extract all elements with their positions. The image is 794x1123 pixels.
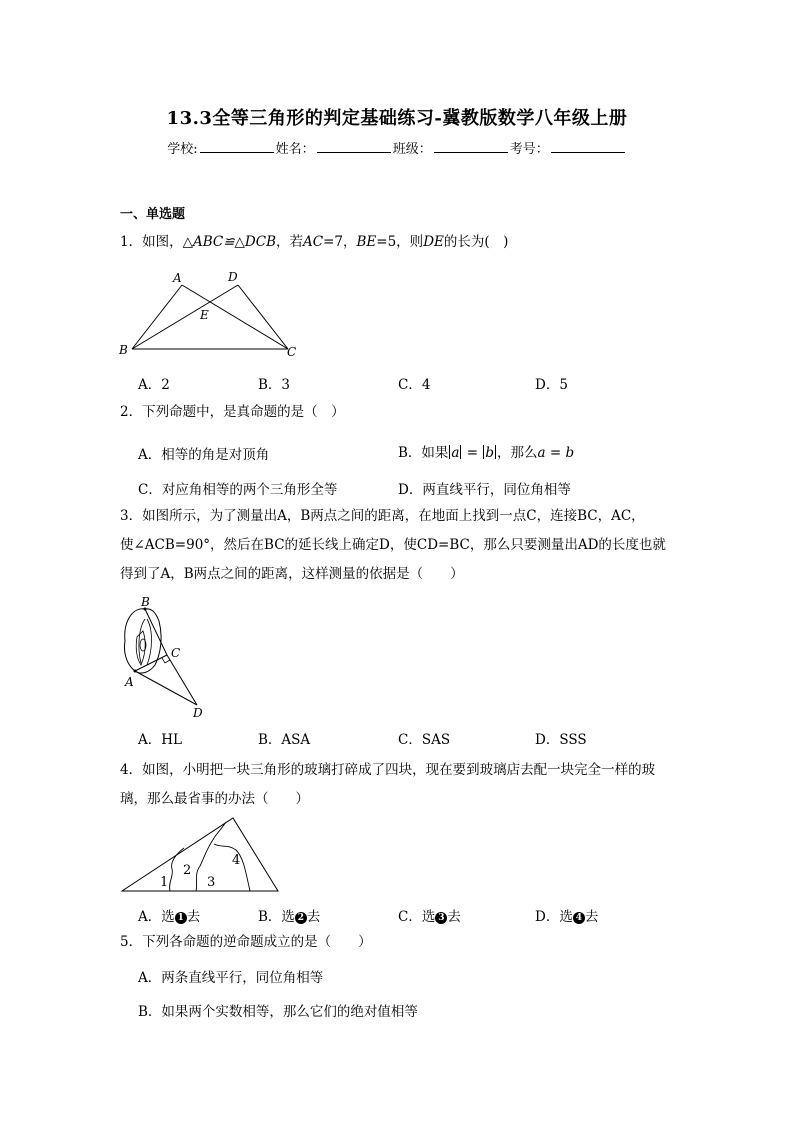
piece-4-label: 4	[232, 853, 241, 868]
label-a: A	[173, 271, 182, 285]
label-a: A	[125, 675, 134, 689]
student-info-line	[0, 138, 794, 157]
q2-option-b[interactable]: B．如果 a = b ，那么a = b	[398, 445, 575, 461]
label-b: B	[119, 343, 128, 357]
segment-dc	[238, 285, 288, 349]
label-d: D	[228, 270, 238, 284]
question-1-figure	[110, 262, 310, 362]
q2-option-c[interactable]: C．对应角相等的两个三角形全等	[138, 482, 338, 498]
question-1-text: 1．如图，△ABC≌△DCB，若AC=7，BE=5，则DE的长为( )	[120, 234, 509, 250]
q3-option-b[interactable]: B．ASA	[258, 732, 311, 748]
segment-ba	[132, 285, 182, 349]
q3-option-d[interactable]: D．SSS	[535, 732, 587, 748]
abs-b: b	[485, 445, 495, 461]
lake-outline	[124, 609, 161, 673]
crack-1	[170, 848, 184, 891]
question-3-figure	[115, 593, 215, 723]
school-blank[interactable]	[200, 140, 274, 153]
number-blank[interactable]	[551, 140, 625, 153]
q5-option-a[interactable]: A．两条直线平行，同位角相等	[138, 970, 324, 986]
question-3-text: 3．如图所示，为了测量出A，B两点之间的距离，在地面上找到一点C，连接BC，AC， 使∠ACB=90°，然后在BC的延长线上确定D，使CD=BC，那么只要测量出AD的长度也就 得到了A，B两点之间的距离，这样测量的依据是（ ）	[120, 508, 666, 582]
q4-option-b[interactable]: B．选 2 去	[258, 909, 321, 925]
label-d: D	[193, 706, 203, 720]
q2-option-d[interactable]: D．两直线平行，同位角相等	[398, 482, 571, 498]
q1-option-a[interactable]: A．2	[138, 377, 170, 393]
label-c: C	[287, 345, 297, 359]
question-4-figure	[118, 814, 284, 896]
name-label: 姓名：	[275, 142, 315, 157]
segment-cd	[167, 655, 197, 705]
label-b: B	[141, 595, 150, 609]
piece-1-label: 1	[160, 875, 169, 890]
segment-ac	[182, 285, 288, 349]
q4-option-c[interactable]: C．选 3 去	[398, 909, 461, 925]
q3-option-c[interactable]: C．SAS	[398, 732, 451, 748]
segment-ad	[135, 671, 197, 705]
school-label: 学校:	[167, 142, 198, 157]
class-label: 班级：	[392, 142, 432, 157]
class-blank[interactable]	[434, 140, 508, 153]
piece-3-label: 3	[207, 875, 216, 890]
segment-bd	[132, 285, 238, 349]
q3-option-a[interactable]: A．HL	[138, 732, 182, 748]
glass-triangle	[122, 818, 278, 891]
q1-option-c[interactable]: C．4	[398, 377, 431, 393]
q2-option-a[interactable]: A．相等的角是对顶角	[138, 447, 270, 463]
section-heading: 一、单选题	[120, 207, 186, 222]
question-4-text: 4．如图，小明把一块三角形的玻璃打碎成了四块，现在要到玻璃店去配一块完全一样的玻 璃，那么最省事的办法（ ）	[120, 762, 656, 807]
question-2-text: 2．下列命题中，是真命题的是（ ）	[120, 404, 345, 420]
name-blank[interactable]	[317, 140, 391, 153]
abs-a: a	[451, 445, 460, 461]
q1-option-b[interactable]: B．3	[258, 377, 291, 393]
piece-2-label: 2	[183, 863, 192, 878]
q4-option-a[interactable]: A．选 1 去	[138, 909, 201, 925]
question-5-text: 5．下列各命题的逆命题成立的是（ ）	[120, 934, 372, 950]
label-c: C	[171, 646, 181, 660]
number-label: 考号：	[509, 142, 549, 157]
q5-option-b[interactable]: B．如果两个实数相等，那么它们的绝对值相等	[138, 1004, 418, 1020]
segment-bc	[145, 609, 167, 655]
q1-option-d[interactable]: D．5	[535, 377, 568, 393]
label-e: E	[200, 308, 209, 322]
page-title: 13.3全等三角形的判定基础练习-冀教版数学八年级上册	[166, 108, 628, 129]
q4-option-d[interactable]: D．选 4 去	[535, 909, 599, 925]
